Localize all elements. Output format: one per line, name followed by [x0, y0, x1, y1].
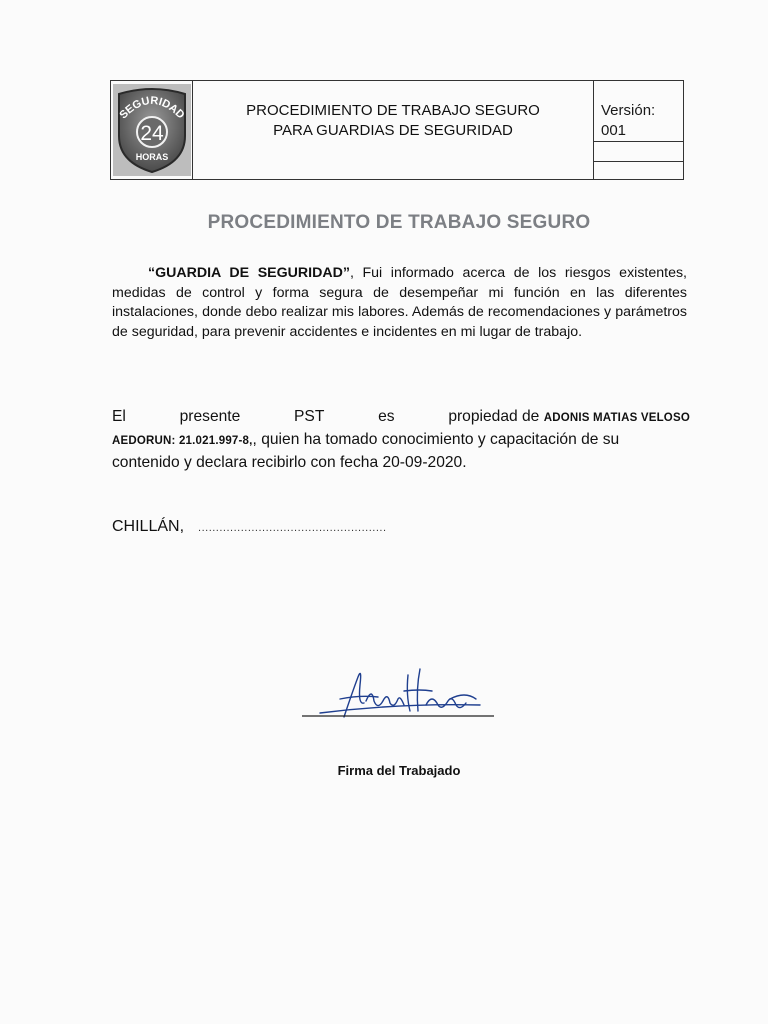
city-date-line	[112, 518, 387, 536]
logo-number: 24	[139, 122, 164, 145]
owner-name: ADONIS MATIAS VELOSO	[543, 412, 690, 424]
ownership-text: , quien ha tomado conocimiento y capacitación de su	[252, 431, 620, 448]
version-empty-row-2	[594, 162, 683, 179]
security-24-hours-badge-icon	[113, 84, 191, 176]
logo-bottom-text: HORAS	[135, 152, 168, 162]
logo-cell	[111, 81, 193, 179]
version-box	[594, 81, 683, 142]
version-cell	[594, 81, 683, 179]
version-empty-row-1	[594, 142, 683, 162]
version-label: Versión:	[601, 102, 656, 119]
word: es	[378, 408, 395, 425]
owner-id: AEDORUN: 21.021.997-8,	[112, 435, 253, 447]
city-label: CHILLÁN,	[112, 518, 185, 535]
signature-caption: Firma del Trabajado	[337, 763, 461, 778]
logo-top-text: SEGURIDAD	[116, 94, 187, 122]
paragraph-bold-lead: “GUARDIA DE SEGURIDAD”	[148, 265, 350, 281]
header-table	[110, 80, 684, 180]
word: El	[112, 408, 126, 425]
ownership-line-2	[112, 429, 690, 452]
date-blank-dots: .....................................................	[198, 522, 387, 534]
header-title-line2: PARA GUARDIAS DE SEGURIDAD	[273, 122, 513, 139]
version-value: 001	[601, 122, 627, 139]
document-title: PROCEDIMIENTO DE TRABAJO SEGURO	[207, 212, 591, 233]
word: presente	[179, 408, 241, 425]
word-group	[448, 406, 690, 429]
paragraph-acknowledgement	[112, 264, 687, 342]
paragraph-ownership	[112, 406, 690, 474]
header-title-line1: PROCEDIMIENTO DE TRABAJO SEGURO	[246, 102, 540, 119]
word: PST	[294, 408, 325, 425]
header-title-cell	[193, 81, 594, 179]
ownership-line-3: contenido y declara recibirlo con fecha 20-09-2020.	[112, 454, 467, 471]
handwritten-signature	[300, 655, 500, 725]
paragraph-body: , Fui informado acerca de los riesgos existentes, medidas de control y forma segura de desempeñar mi función en las diferentes instalaciones, donde debo realizar mis labores. Además de recomendaciones y parámetros de seguridad, para prevenir accidentes e incidentes en mi lugar de trabajo.	[112, 265, 688, 340]
ownership-line-1	[112, 406, 690, 429]
word: propiedad de	[448, 408, 540, 425]
